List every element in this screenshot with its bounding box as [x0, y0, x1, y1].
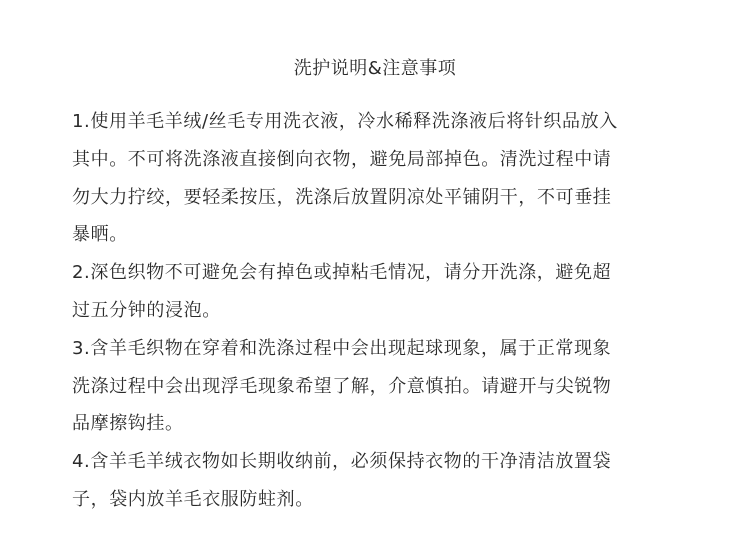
instruction-line: 品摩擦钩挂。 [72, 413, 184, 435]
instruction-line: 1.使用羊毛羊绒/丝毛专用洗衣液，冷水稀释洗涤液后将针织品放入 [72, 111, 618, 132]
instruction-line: 勿大力拧绞，要轻柔按压，洗涤后放置阴凉处平铺阴干，不可垂挂 [72, 186, 612, 208]
instruction-line: 其中。不可将洗涤液直接倒向衣物，避免局部掉色。清洗过程中请 [72, 148, 612, 170]
instruction-line: 洗涤过程中会出现浮毛现象希望了解，介意慎拍。请避开与尖锐物 [72, 375, 612, 397]
instruction-line: 子，袋内放羊毛衣服防蛀剂。 [72, 488, 314, 510]
instruction-line: 过五分钟的浸泡。 [72, 299, 221, 321]
instruction-line: 4.含羊毛羊绒衣物如长期收纳前，必须保持衣物的干净清洁放置袋 [72, 451, 612, 473]
instruction-line: 3.含羊毛织物在穿着和洗涤过程中会出现起球现象，属于正常现象 [72, 337, 612, 359]
page-title: 洗护说明&注意事项 [293, 58, 457, 79]
instruction-line: 2.深色织物不可避免会有掉色或掉粘毛情况，请分开洗涤，避免超 [72, 262, 612, 284]
instructions-body [72, 103, 692, 519]
instruction-line: 暴晒。 [72, 224, 128, 246]
